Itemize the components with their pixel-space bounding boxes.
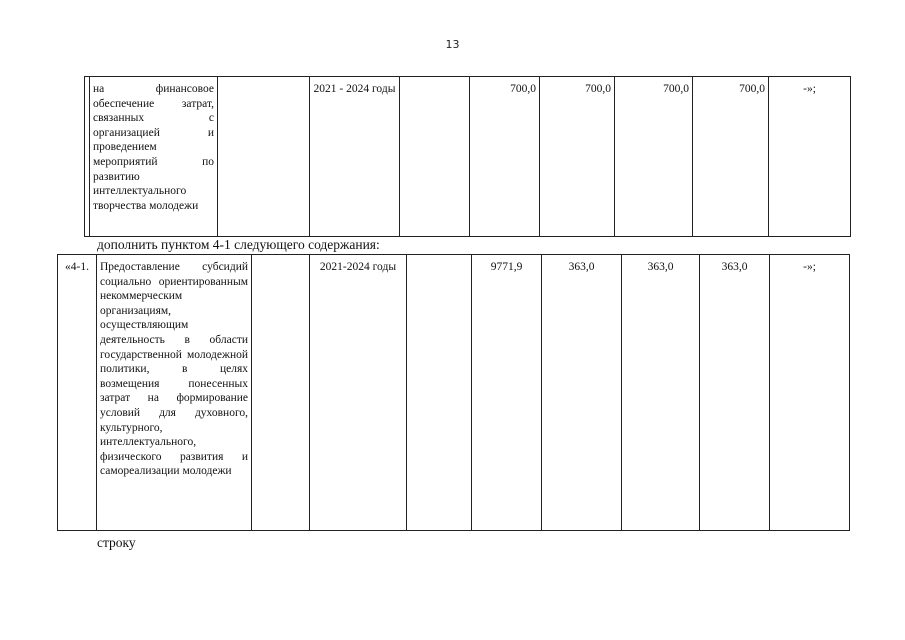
row-executor-cell bbox=[252, 255, 310, 531]
row-period-cell: 2021 - 2024 годы bbox=[310, 77, 400, 237]
row-total-cell: 700,0 bbox=[470, 77, 540, 237]
row-description-cell: Предоставление субсидий социально ориентированным некоммерческим организациям, осуществляющим деятельность в области государственной молодежной политики, в целях возмещения понесенных затрат на формирование условий для духовного, культурного, интеллектуального, физического развития и самореализации молодежи bbox=[97, 255, 252, 531]
row-year1-cell: 700,0 bbox=[540, 77, 615, 237]
row-year2-cell: 700,0 bbox=[615, 77, 693, 237]
paragraph-add-item: дополнить пунктом 4-1 следующего содержания: bbox=[97, 237, 380, 252]
row-index-cell: «4-1. bbox=[58, 255, 97, 531]
row-total-cell: 9771,9 bbox=[472, 255, 542, 531]
row-result-cell: -»; bbox=[769, 77, 851, 237]
row-year3-cell: 700,0 bbox=[693, 77, 769, 237]
row-year3-cell: 363,0 bbox=[700, 255, 770, 531]
row-source-cell bbox=[400, 77, 470, 237]
budget-table-continuation bbox=[84, 76, 851, 237]
budget-table-new-item bbox=[57, 254, 850, 531]
row-year1-cell: 363,0 bbox=[542, 255, 622, 531]
row-result-cell: -»; bbox=[770, 255, 850, 531]
row-year2-cell: 363,0 bbox=[622, 255, 700, 531]
page-number: 13 bbox=[445, 38, 460, 51]
paragraph-row: строку bbox=[97, 535, 136, 550]
table-row bbox=[85, 77, 851, 237]
row-description-cell: на финансовое обеспечение затрат, связанных с организацией и проведением мероприятий по развитию интеллектуального творчества молодежи bbox=[90, 77, 218, 237]
table-row bbox=[58, 255, 850, 531]
row-executor-cell bbox=[218, 77, 310, 237]
row-period-cell: 2021-2024 годы bbox=[310, 255, 407, 531]
row-source-cell bbox=[407, 255, 472, 531]
